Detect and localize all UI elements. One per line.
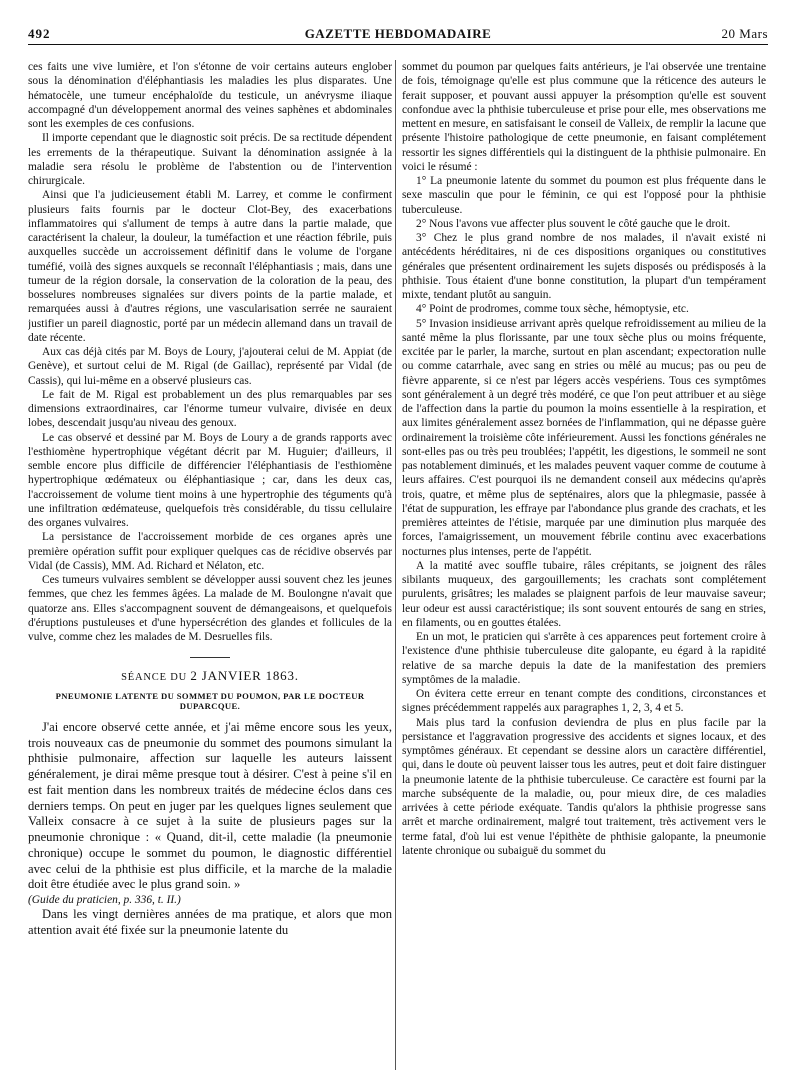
seance-prefix: SÉANCE DU bbox=[121, 672, 187, 684]
paragraph: Le fait de M. Rigal est probablement un des plus remarquables par ses dimensions extraordinaires, car l'énorme tumeur vulvaire, divisée en deux lobes, descendait jusqu'au niveau des genoux. bbox=[28, 388, 392, 430]
paragraph: Ces tumeurs vulvaires semblent se développer aussi souvent chez les jeunes femmes, que chez les femmes âgées. La malade de M. Boulongne n'avait que quatorze ans. Elles s'accompagnent souvent de démangeaisons, et quelquefois d'éruptions pustuleuses et d'une hypersécrétion des glandes et follicules de la vulve, comme chez les malades de M. Desruelles fils. bbox=[28, 574, 392, 643]
journal-title: GAZETTE HEBDOMADAIRE bbox=[304, 26, 492, 41]
article-paragraph: J'ai encore observé cette année, et j'ai même encore sous les yeux, trois nouveaux cas de pneumonie du sommet des poumons simulant la phthisie pulmonaire, affection sur laquelle les auteurs laissent généralement, je dirai même presque tout à désirer. C'est à peine s'il en est fait mention dans les nombreux traités de médecine éclos dans ces derniers temps. On peut en juger par les quelques lignes seulement que Valleix consacre à ce sujet à la suite de plusieurs pages sur la pneumonie chronique : « Quand, dit-il, cette maladie (la pneumonie chronique) occupe le sommet du poumon, le diagnostic différentiel avec celui de la phthisie est plus difficile, et la marche de la maladie doit être étudiée avec le plus grand soin. » bbox=[28, 719, 392, 892]
left-column bbox=[28, 60, 392, 1070]
paragraph: Le cas observé et dessiné par M. Boys de Loury a de grands rapports avec l'esthiomène hypertrophique végétant décrit par M. Huguier; d'ailleurs, il semble encore plus difficile de différencier l'éléphantiasis de l'esthiomène hypertrophique œdémateux ou éléphantiasique ; car, dans les deux cas, l'accroissement de volume tient moins à une hypertrophie des téguments qu'à une infiltration œdémateuse, quelquefois très considérable, du tissu cellulaire des organes vulvaires. bbox=[28, 431, 392, 529]
seance-date: 2 JANVIER 1863. bbox=[190, 668, 299, 684]
article-title: PNEUMONIE LATENTE DU SOMMET DU POUMON, PAR LE DOCTEUR DUPARCQUE. bbox=[55, 690, 365, 712]
seance-heading bbox=[28, 668, 392, 684]
paragraph: Aux cas déjà cités par M. Boys de Loury, j'ajouterai celui de M. Appiat (de Genève), et surtout celui de M. Rigal (de Gaillac), représenté par Vidal (de Cassis), qui lui-même en a observé plusieurs cas. bbox=[28, 346, 392, 387]
column-divider bbox=[395, 60, 396, 1070]
paragraph: ces faits une vive lumière, et l'on s'étonne de voir certains auteurs englober sous la dénomination d'éléphantiasis les maladies les plus disparates. Une hématocèle, une tumeur encéphaloïde du testicule, un anévrysme iliaque accompagné d'un développement anormal des veines saphènes et abdominales sont les exemples de ces confusions. bbox=[28, 61, 392, 130]
section-separator bbox=[190, 657, 230, 658]
list-item: 3° Chez le plus grand nombre de nos malades, il n'avait existé ni antécédents héréditaires, ni de ces dispositions organiques ou constitutives générales que présentent ordinairement les sujets disposés ou prédisposés à la phthisie. Tous étaient d'une bonne constitution, la plupart d'un tempérament mixte, tendant plutôt au sanguin. bbox=[402, 232, 766, 301]
list-item: 4° Point de prodromes, comme toux sèche, hémoptysie, etc. bbox=[416, 303, 689, 316]
quote-source: (Guide du praticien, p. 336, t. II.) bbox=[28, 894, 181, 907]
paragraph: Ainsi que l'a judicieusement établi M. Larrey, et comme le confirment plusieurs faits fournis par le docteur Clot-Bey, des exacerbations inflammatoires qui s'allument de temps à autre dans la partie malade, que caractérisent la chaleur, la douleur, la tuméfaction et une réaction fébrile, puis auxquelles succède un accroissement définitif dans le volume de l'organe tuméfié, voilà des signes auxquels se reconnaît l'éléphantiasis ; mais, dans une tumeur de la région dorsale, la conservation de la coloration de la peau, des bosselures nombreuses signalées sur divers points de la partie malade, et remarquées aussi à d'autres régions, une vascularisation serrée ne sauraient justifier un pareil diagnostic, porté par un médecin allemand dans un travail de date récente. bbox=[28, 189, 392, 344]
page-number: 492 bbox=[28, 26, 51, 41]
list-item: 1° La pneumonie latente du sommet du poumon est plus fréquente dans le sexe masculin que pour le féminin, ce qui est l'opposé pour la phthisie tuberculeuse. bbox=[402, 175, 766, 216]
paragraph: En un mot, le praticien qui s'arrête à ces apparences peut fortement croire à l'existence d'une phthisie tuberculeuse dite galopante, eu égard à la rapidité relative de sa marche depuis la date de la manifestation des premiers symptômes de la maladie. bbox=[402, 631, 766, 686]
header-rule bbox=[28, 44, 768, 45]
list-item: 5° Invasion insidieuse arrivant après quelque refroidissement au milieu de la santé même la plus florissante, par une toux sèche plus ou moins fréquente, excitée par le parler, la marche, surtout en plan ascendant; expectoration nulle ou comme catarrhale, avec sang en stries ou mêlé au mucus; pas ou peu de fièvre apparente, si ce n'est par légers accès vespériens. Tous ces symptômes sont généralement à un degré très modéré, ce que l'on peut attribuer et au siège de l'affection dans la partie du poumon la moins essentielle à la respiration, et aux limites généralement assez bornées de l'inflammation, qui ne dépasse guère ordinairement la troisième côte inférieurement. Aussi les fonctions générales ne sont-elles pas ou très peu troublées; l'appétit, les digestions, le sommeil ne sont pas notablement diminués, et les malades peuvent vaquer comme de coutume à leurs affaires. C'est pourquoi ils ne demandent conseil aux médecins qu'après trois, quatre, et même plus de septénaires, alors que la phlegmasie, passée à l'état de suppuration, les effraye par l'abondance plus grande des crachats, et les premières atteintes de l'étisie, marquée par une diminution plus marquée des forces, l'amaigrissement, un mouvement fébrile continu avec exacerbations nocturnes plus intenses, perte de l'appétit. bbox=[402, 317, 766, 558]
paragraph: Mais plus tard la confusion deviendra de plus en plus facile par la persistance et l'aggravation progressive des accidents et signes locaux, et des symptômes généraux. Et cependant se dessine alors un caractère différentiel, qui, dans le doute où peuvent laisser tous les autres, peut et doit faire distinguer la pneumonie latente de la phthisie tuberculeuse. Ce caractère est fourni par la marche subséquente de la maladie, ou, pour mieux dire, de ces maladies arrivées à cette période exéquate. Tandis qu'alors la phthisie progresse sans arrêt et marche ordinairement, malgré tout traitement, très activement vers le terme fatal, d'où lui est venue l'épithète de phthisie galopante, la pneumonie latente chronique ou subaiguë du sommet du bbox=[402, 716, 766, 857]
paragraph: La persistance de l'accroissement morbide de ces organes après une première opération suffit pour expliquer quelques cas de récidive observés par Vidal (de Cassis), MM. Ad. Richard et Nélaton, etc. bbox=[28, 531, 392, 572]
list-item: 2° Nous l'avons vue affecter plus souvent le côté gauche que le droit. bbox=[416, 217, 731, 230]
article-paragraph: Dans les vingt dernières années de ma pratique, et alors que mon attention avait été fixée sur la pneumonie latente du bbox=[28, 907, 392, 938]
paragraph: sommet du poumon par quelques faits antérieurs, je l'ai observée une trentaine de fois, témoignage qu'elle est plus commune que la réticence des auteurs le ferait supposer, et pouvant aussi appuyer la présomption qu'elle est souvent confondue avec la phthisie tuberculeuse et prise pour elle, mes observations me mettent en mesure, en satisfaisant le conseil de Valleix, de remplir la lacune que présente l'histoire pathologique de cette pneumonie, en faisant complétement ressortir les signes différentiels qui la distinguent de la phthisie pulmonaire. En voici le résumé : bbox=[402, 61, 766, 173]
paragraph: On évitera cette erreur en tenant compte des conditions, circonstances et signes précédemment rappelés aux paragraphes 1, 2, 3, 4 et 5. bbox=[402, 688, 766, 715]
right-column bbox=[402, 60, 766, 1070]
page-header bbox=[28, 22, 768, 46]
issue-date: 20 Mars bbox=[721, 26, 768, 41]
paragraph: A la matité avec souffle tubaire, râles crépitants, se joignent des râles sibilants muqueux, des gargouillements; les crachats sont complétement purulents, grisâtres; les malades se plaignent parfois de leur mauvaise saveur; leur odeur est aussi caractéristique; ils sont souvent entourés de sang en stries, en filaments, ou en gouttes étalées. bbox=[402, 559, 766, 629]
paragraph: Il importe cependant que le diagnostic soit précis. De sa rectitude dépendent les errements de la thérapeutique. Suivant la dénomination assignée à la maladie sera résolu le problème de l'abstention ou de l'intervention chirurgicale. bbox=[28, 132, 392, 187]
